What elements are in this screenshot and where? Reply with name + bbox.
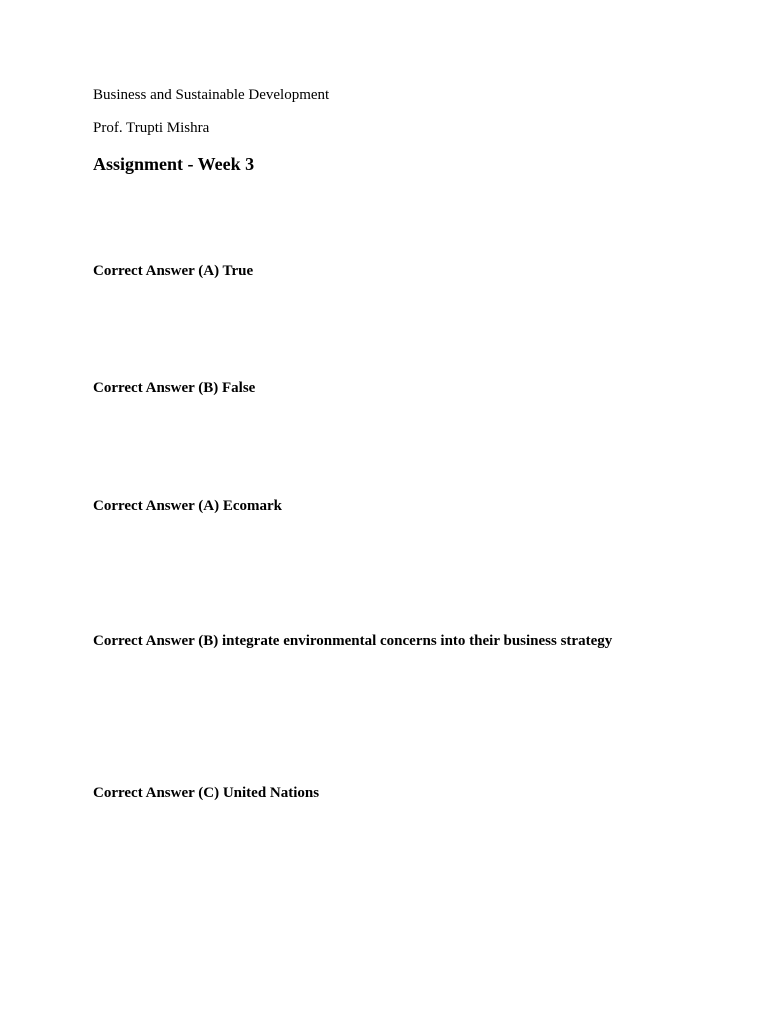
answer-3: Correct Answer (A) Ecomark [93,498,282,514]
answer-5: Correct Answer (C) United Nations [93,785,320,801]
course-name: Business and Sustainable Development [93,87,330,103]
answer-4: Correct Answer (B) integrate environmental concerns into their business strategy [93,633,613,649]
page-title: Assignment - Week 3 [93,154,255,174]
answer-2: Correct Answer (B) False [93,380,256,396]
professor-name: Prof. Trupti Mishra [93,120,210,136]
answer-1: Correct Answer (A) True [93,263,254,279]
